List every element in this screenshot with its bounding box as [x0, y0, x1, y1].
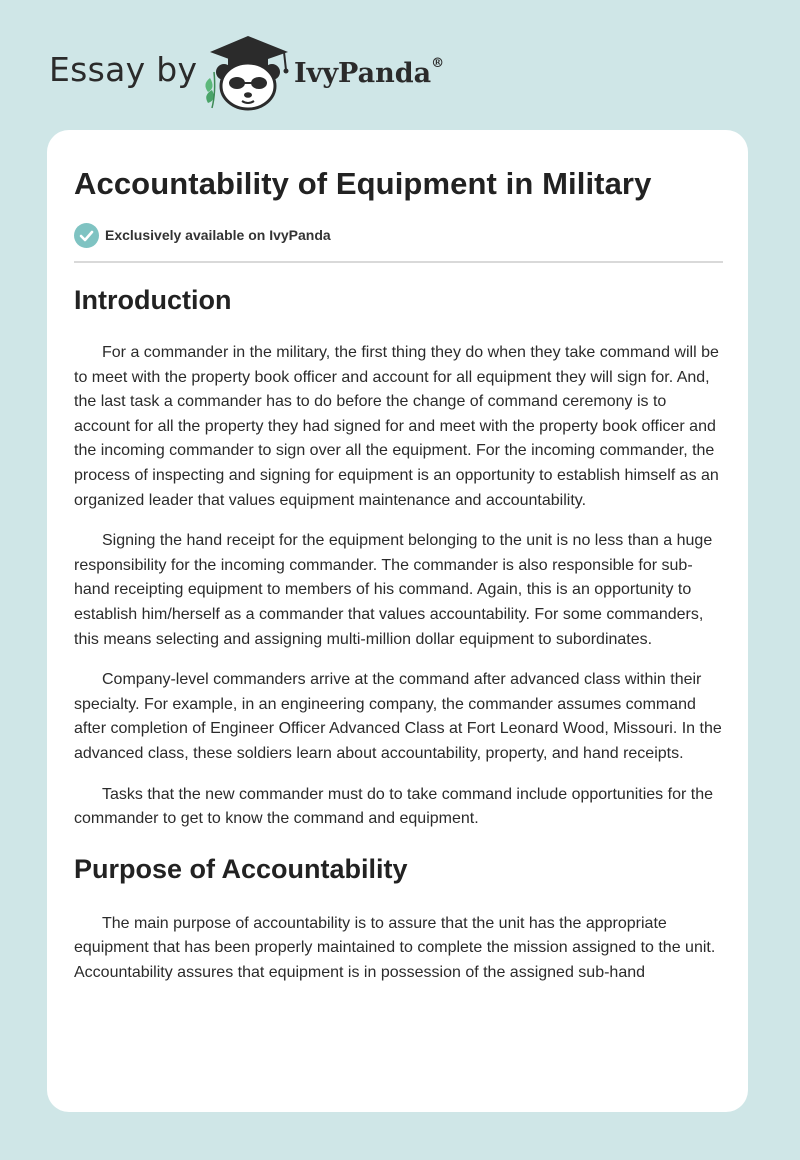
- section-heading-purpose: Purpose of Accountability: [74, 853, 408, 884]
- title-divider: [74, 261, 723, 263]
- paragraph: Signing the hand receipt for the equipment belonging to the unit is no less than a huge responsibility for the incoming commander. The commander is also responsible for sub-hand receipting equipment to members of his command. Again, this is an opportunity to establish him/herself as a commander that values accountability. For some commanders, this means selecting and assigning multi-million dollar equipment to subordinates.: [74, 532, 713, 648]
- registered-mark: ®: [431, 56, 445, 71]
- essay-card: [47, 130, 748, 1112]
- paragraph: The main purpose of accountability is to assure that the unit has the appropriate equipment that has been properly maintained to complete the mission assigned to the unit. Accountability assures that equipment is in possession of the assigned sub-hand: [74, 914, 716, 981]
- paragraph: Tasks that the new commander must do to take command include opportunities for the commander to get to know the command and equipment.: [74, 785, 713, 828]
- essay-by-label: Essay by: [49, 50, 198, 89]
- section-heading-introduction: Introduction: [74, 285, 232, 315]
- check-circle-icon: [74, 223, 99, 248]
- ivypanda-logo-icon[interactable]: [198, 32, 298, 112]
- essay-body: [74, 283, 723, 985]
- brand-name[interactable]: IvyPanda®: [294, 56, 445, 89]
- exclusive-badge: [74, 222, 331, 248]
- exclusive-badge-text: Exclusively available on IvyPanda: [105, 227, 331, 243]
- site-header: [0, 0, 800, 130]
- paragraph: For a commander in the military, the first thing they do when they take command will be to meet with the property book officer and account for all equipment they will sign for. And, the last task a commander has to do before the change of command ceremony is to account for all the property they had signed for and meet with the property book officer and the incoming commander to sign over all the equipment. For the incoming commander, the process of inspecting and signing for equipment is an opportunity to establish himself as an organized leader that values equipment maintenance and accountability.: [74, 344, 719, 509]
- paragraph: Company-level commanders arrive at the command after advanced class within their specialty. For example, in an engineering company, the commander assumes command after completion of Engineer Officer Advanced Class at Fort Leonard Wood, Missouri. In the advanced class, these soldiers learn about accountability, property, and hand receipts.: [74, 671, 722, 762]
- essay-title: Accountability of Equipment in Military: [74, 166, 652, 201]
